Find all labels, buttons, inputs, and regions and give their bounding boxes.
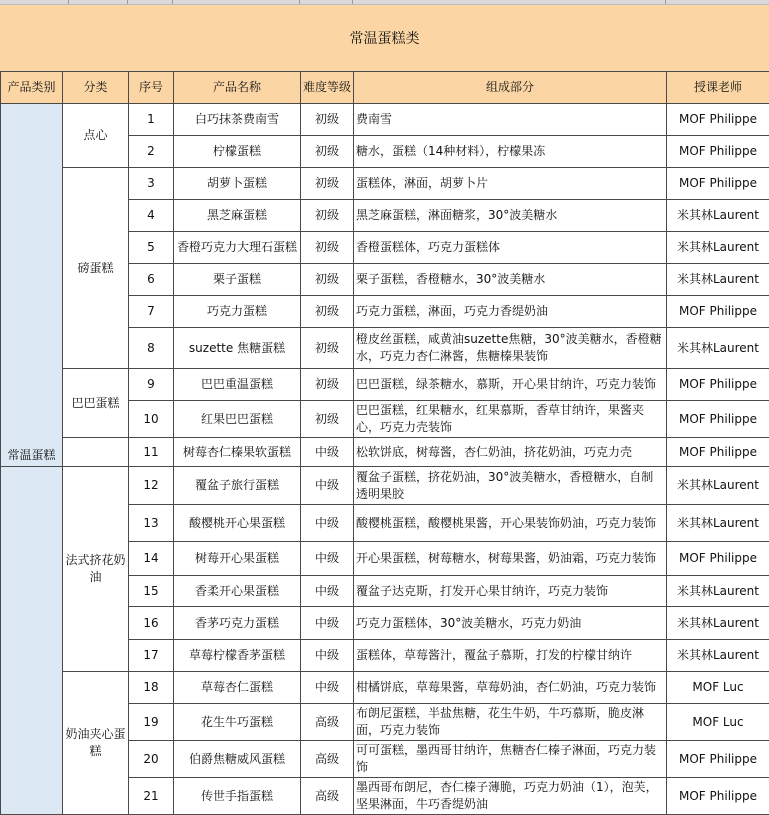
row-number: 9 [129, 369, 174, 401]
product-name: 栗子蛋糕 [174, 264, 301, 296]
components: 柑橘饼底，草莓果酱，草莓奶油，杏仁奶油，巧克力装饰 [354, 672, 667, 704]
row-number: 20 [129, 741, 174, 778]
components: 橙皮丝蛋糕，咸黄油suzette焦糖，30°波美糖水，香橙糖水，巧克力杏仁淋酱，焦糖榛果装饰 [354, 328, 667, 369]
header-number: 序号 [129, 72, 174, 104]
teacher: MOF Philippe [667, 542, 769, 576]
difficulty-level: 初级 [301, 136, 354, 168]
table-row [1, 672, 769, 704]
teacher: MOF Luc [667, 704, 769, 741]
teacher: 米其林Laurent [667, 264, 769, 296]
category-cell-continued [1, 467, 63, 815]
teacher: 米其林Laurent [667, 640, 769, 672]
difficulty-level: 中级 [301, 467, 354, 505]
teacher: 米其林Laurent [667, 576, 769, 607]
subcategory-cell: 点心 [63, 104, 129, 168]
product-name: 巧克力蛋糕 [174, 296, 301, 328]
teacher: MOF Philippe [667, 741, 769, 778]
difficulty-level: 初级 [301, 168, 354, 200]
product-name: 花生牛巧蛋糕 [174, 704, 301, 741]
teacher: 米其林Laurent [667, 505, 769, 542]
teacher: MOF Philippe [667, 401, 769, 438]
components: 可可蛋糕，墨西哥甘纳许，焦糖杏仁榛子淋面，巧克力装饰 [354, 741, 667, 778]
difficulty-level: 初级 [301, 264, 354, 296]
product-name: 香柔开心果蛋糕 [174, 576, 301, 607]
teacher: 米其林Laurent [667, 607, 769, 640]
components: 酸樱桃蛋糕，酸樱桃果酱，开心果装饰奶油，巧克力装饰 [354, 505, 667, 542]
difficulty-level: 初级 [301, 104, 354, 136]
components: 黑芝麻蛋糕，淋面糖浆，30°波美糖水 [354, 200, 667, 232]
teacher: MOF Luc [667, 672, 769, 704]
teacher: MOF Philippe [667, 296, 769, 328]
product-name: 巴巴重温蛋糕 [174, 369, 301, 401]
difficulty-level: 中级 [301, 607, 354, 640]
difficulty-level: 高级 [301, 741, 354, 778]
course-table [0, 71, 769, 815]
row-number: 14 [129, 542, 174, 576]
product-name: 覆盆子旅行蛋糕 [174, 467, 301, 505]
row-number: 21 [129, 778, 174, 815]
table-row [1, 104, 769, 136]
difficulty-level: 初级 [301, 401, 354, 438]
table-row [1, 168, 769, 200]
header-product-name: 产品名称 [174, 72, 301, 104]
row-number: 17 [129, 640, 174, 672]
difficulty-level: 初级 [301, 328, 354, 369]
product-name: 树莓开心果蛋糕 [174, 542, 301, 576]
row-number: 15 [129, 576, 174, 607]
components: 覆盆子蛋糕，挤花奶油，30°波美糖水，香橙糖水，自制透明果胶 [354, 467, 667, 505]
row-number: 13 [129, 505, 174, 542]
header-row [1, 72, 769, 104]
row-number: 10 [129, 401, 174, 438]
header-subcategory: 分类 [63, 72, 129, 104]
components: 墨西哥布朗尼，杏仁榛子薄脆，巧克力奶油（1），泡芙，坚果淋面，牛巧香缇奶油 [354, 778, 667, 815]
components: 松软饼底，树莓酱，杏仁奶油，挤花奶油，巧克力壳 [354, 438, 667, 467]
product-name: 红果巴巴蛋糕 [174, 401, 301, 438]
product-name: 白巧抹茶费南雪 [174, 104, 301, 136]
components: 香橙蛋糕体，巧克力蛋糕体 [354, 232, 667, 264]
components: 布朗尼蛋糕，半盐焦糖，花生牛奶，牛巧慕斯，脆皮淋面，巧克力装饰 [354, 704, 667, 741]
product-name: 传世手指蛋糕 [174, 778, 301, 815]
teacher: 米其林Laurent [667, 232, 769, 264]
components: 费南雪 [354, 104, 667, 136]
product-name: 草莓杏仁蛋糕 [174, 672, 301, 704]
components: 开心果蛋糕，树莓糖水，树莓果酱，奶油霜，巧克力装饰 [354, 542, 667, 576]
teacher: 米其林Laurent [667, 467, 769, 505]
subcategory-cell: 磅蛋糕 [63, 168, 129, 369]
row-number: 2 [129, 136, 174, 168]
components: 巧克力蛋糕，淋面，巧克力香缇奶油 [354, 296, 667, 328]
subcategory-cell-empty [63, 438, 129, 467]
product-name: 酸樱桃开心果蛋糕 [174, 505, 301, 542]
product-name: 香茅巧克力蛋糕 [174, 607, 301, 640]
product-name: 胡萝卜蛋糕 [174, 168, 301, 200]
table-row [1, 369, 769, 401]
difficulty-level: 中级 [301, 438, 354, 467]
difficulty-level: 中级 [301, 505, 354, 542]
row-number: 6 [129, 264, 174, 296]
table-row [1, 467, 769, 505]
difficulty-level: 中级 [301, 576, 354, 607]
teacher: MOF Philippe [667, 438, 769, 467]
teacher: MOF Philippe [667, 168, 769, 200]
components: 巴巴蛋糕，绿茶糖水，慕斯，开心果甘纳许，巧克力装饰 [354, 369, 667, 401]
row-number: 16 [129, 607, 174, 640]
header-category: 产品类别 [1, 72, 63, 104]
subcategory-cell: 法式挤花奶油 [63, 467, 129, 672]
product-name: 柠檬蛋糕 [174, 136, 301, 168]
product-name: 树莓杏仁榛果软蛋糕 [174, 438, 301, 467]
components: 巧克力蛋糕体，30°波美糖水，巧克力奶油 [354, 607, 667, 640]
subcategory-cell: 巴巴蛋糕 [63, 369, 129, 438]
difficulty-level: 初级 [301, 200, 354, 232]
row-number: 7 [129, 296, 174, 328]
difficulty-level: 初级 [301, 232, 354, 264]
product-name: 香橙巧克力大理石蛋糕 [174, 232, 301, 264]
product-name: 黑芝麻蛋糕 [174, 200, 301, 232]
components: 糖水，蛋糕（14种材料），柠檬果冻 [354, 136, 667, 168]
row-number: 19 [129, 704, 174, 741]
row-number: 12 [129, 467, 174, 505]
product-name: 伯爵焦糖威风蛋糕 [174, 741, 301, 778]
row-number: 4 [129, 200, 174, 232]
product-name: suzette 焦糖蛋糕 [174, 328, 301, 369]
teacher: 米其林Laurent [667, 328, 769, 369]
difficulty-level: 初级 [301, 369, 354, 401]
difficulty-level: 高级 [301, 704, 354, 741]
teacher: MOF Philippe [667, 136, 769, 168]
difficulty-level: 中级 [301, 672, 354, 704]
teacher: MOF Philippe [667, 104, 769, 136]
difficulty-level: 中级 [301, 640, 354, 672]
teacher: 米其林Laurent [667, 200, 769, 232]
difficulty-level: 高级 [301, 778, 354, 815]
row-number: 8 [129, 328, 174, 369]
components: 覆盆子达克斯，打发开心果甘纳许，巧克力装饰 [354, 576, 667, 607]
difficulty-level: 初级 [301, 296, 354, 328]
header-components: 组成部分 [354, 72, 667, 104]
row-number: 1 [129, 104, 174, 136]
product-name: 草莓柠檬香茅蛋糕 [174, 640, 301, 672]
row-number: 5 [129, 232, 174, 264]
row-number: 11 [129, 438, 174, 467]
components: 巴巴蛋糕，红果糖水，红果慕斯，香草甘纳许，果酱夹心，巧克力壳装饰 [354, 401, 667, 438]
header-difficulty: 难度等级 [301, 72, 354, 104]
difficulty-level: 中级 [301, 542, 354, 576]
header-teacher: 授课老师 [667, 72, 769, 104]
components: 栗子蛋糕，香橙糖水，30°波美糖水 [354, 264, 667, 296]
teacher: MOF Philippe [667, 778, 769, 815]
components: 蛋糕体，淋面，胡萝卜片 [354, 168, 667, 200]
teacher: MOF Philippe [667, 369, 769, 401]
row-number: 18 [129, 672, 174, 704]
category-cell: 常温蛋糕 [1, 104, 63, 467]
table-title: 常温蛋糕类 [0, 4, 769, 72]
components: 蛋糕体，草莓酱汁，覆盆子慕斯，打发的柠檬甘纳许 [354, 640, 667, 672]
table-row [1, 438, 769, 467]
subcategory-cell: 奶油夹心蛋糕 [63, 672, 129, 815]
row-number: 3 [129, 168, 174, 200]
